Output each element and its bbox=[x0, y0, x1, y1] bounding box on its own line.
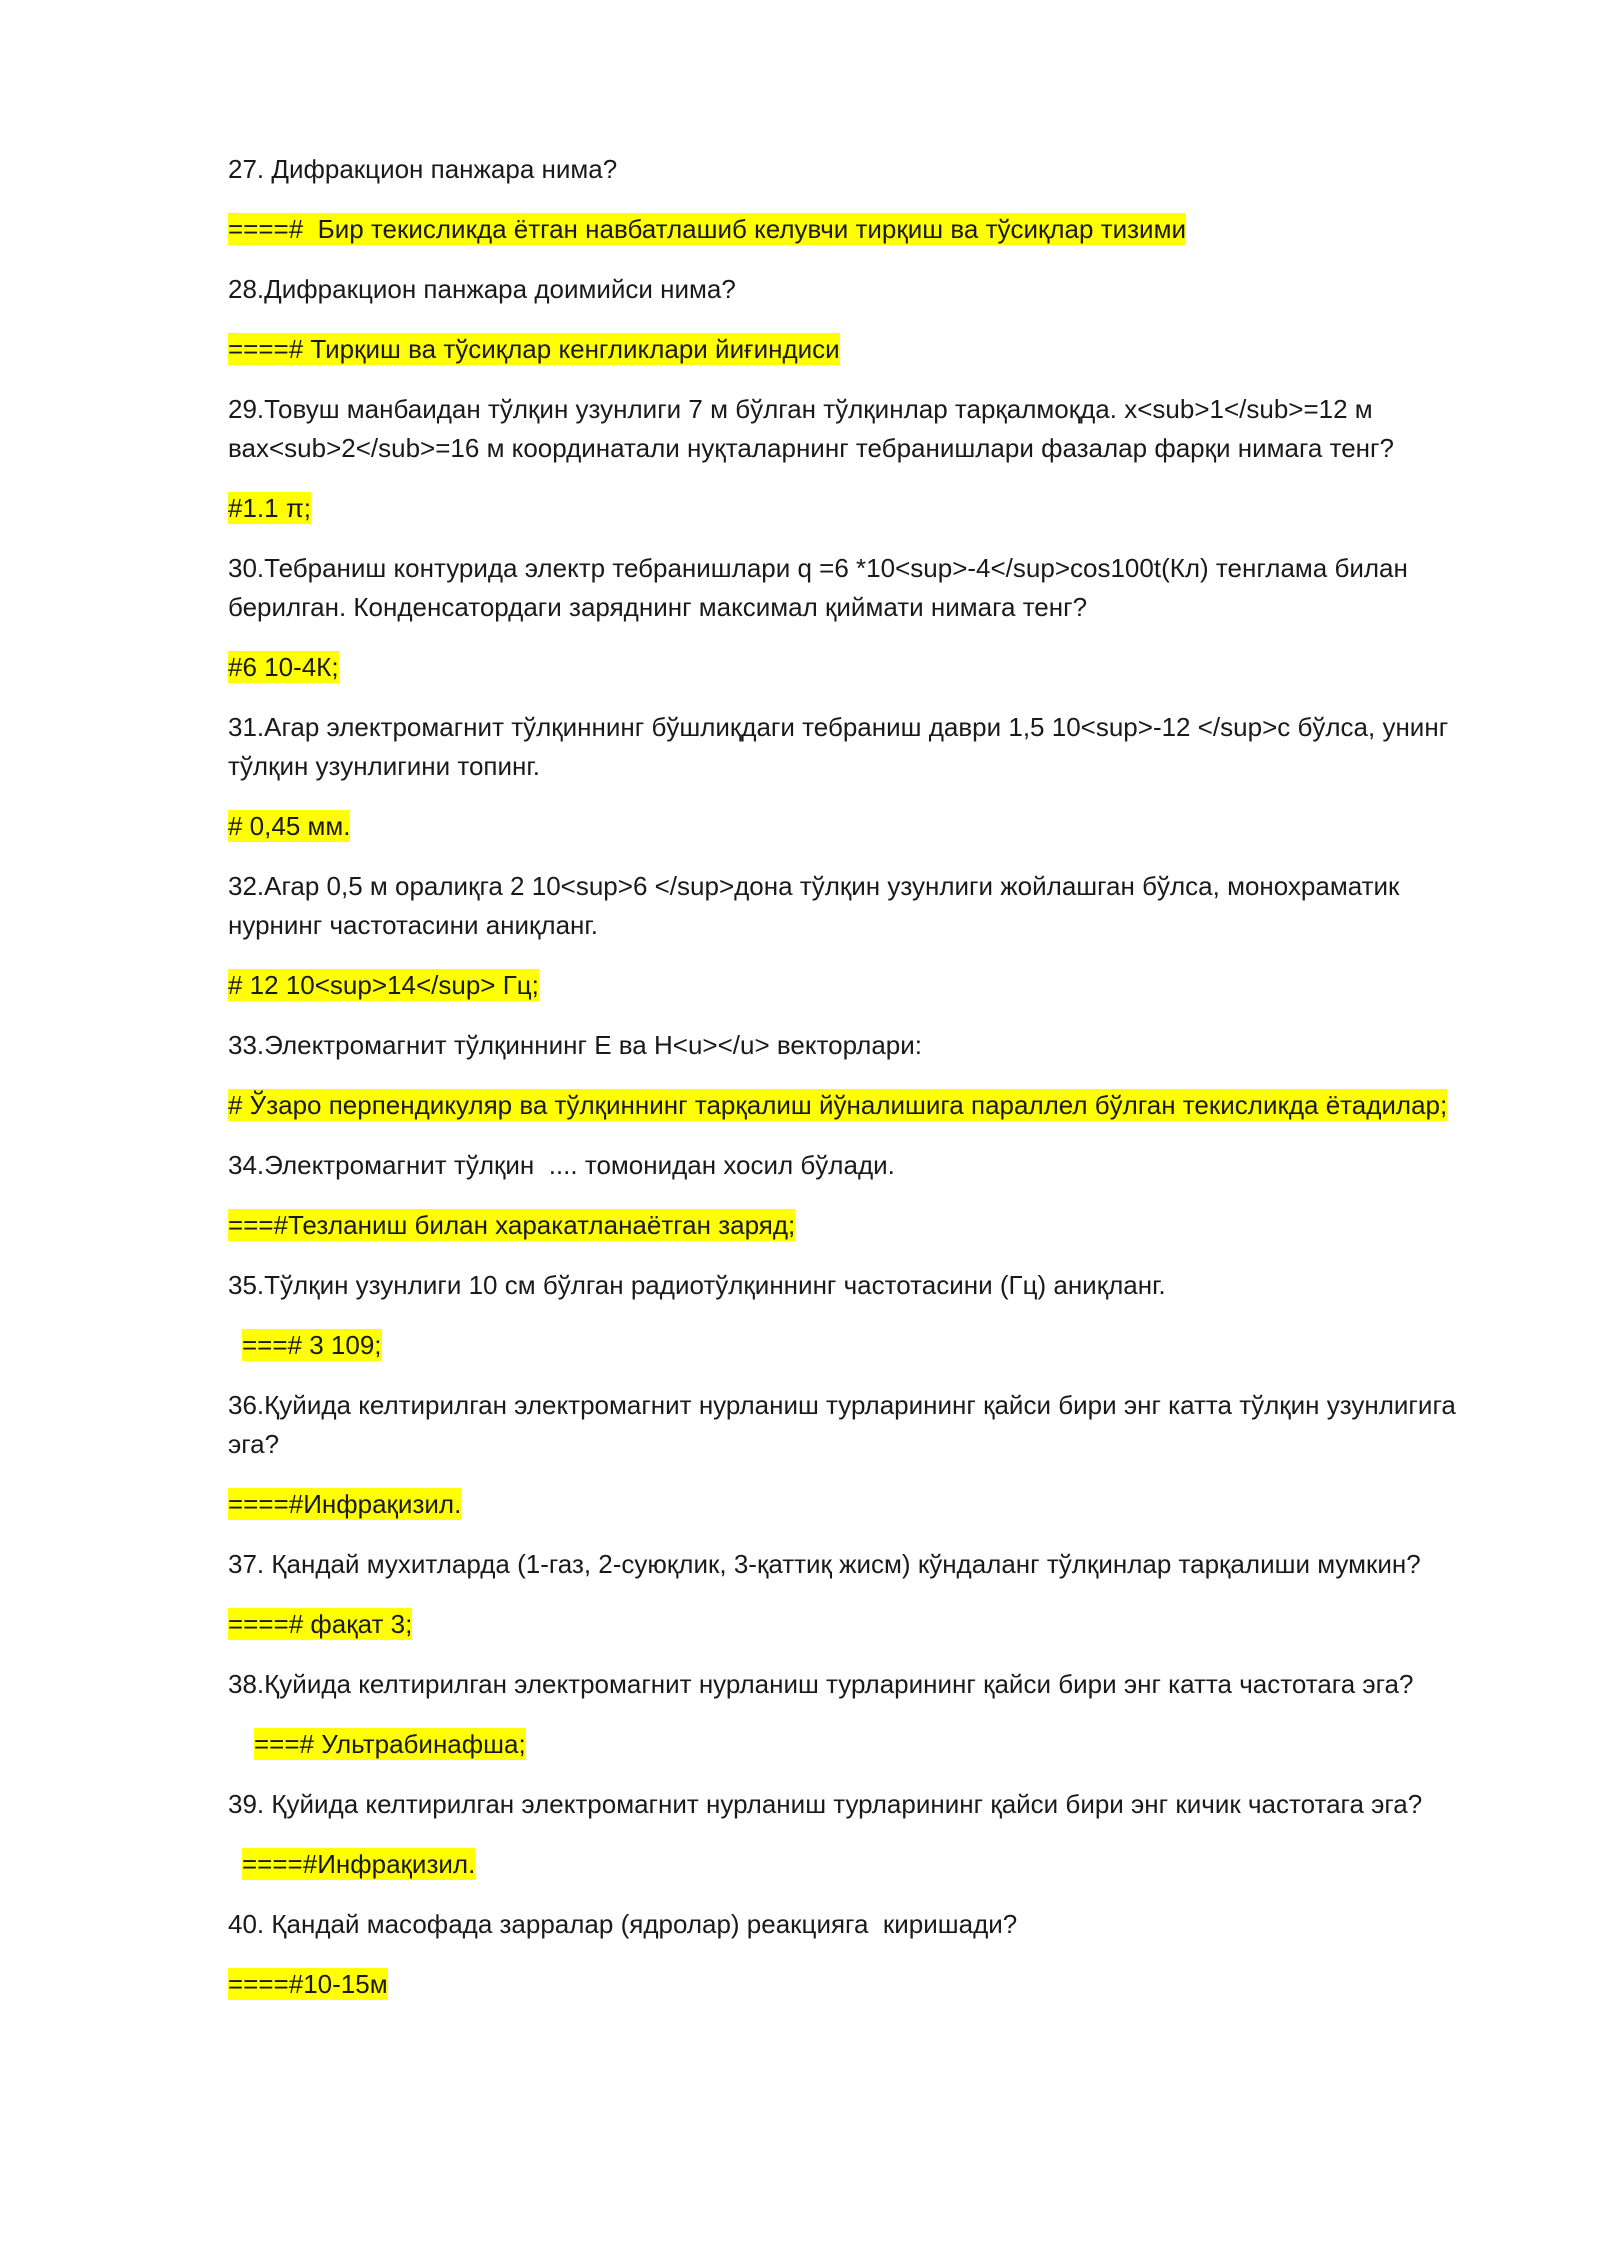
question-text: 38.Қуйида келтирилган электромагнит нурланиш турларининг қайси бири энг катта частотага эга? bbox=[228, 1669, 1414, 1699]
answer-line bbox=[228, 210, 1488, 249]
answer-line bbox=[228, 1086, 1488, 1125]
highlighted-answer: ===# Ультрабинафша; bbox=[254, 1729, 526, 1759]
highlighted-answer: # 12 10<sup>14</sup> Гц; bbox=[228, 970, 539, 1000]
question-text: 31.Агар электромагнит тўлқиннинг бўшлиқдаги тебраниш даври 1,5 10<sup>-12 </sup>с бўлса, унинг тўлқин узунлигини топинг. bbox=[228, 712, 1456, 781]
highlighted-answer: ====# фақат 3; bbox=[228, 1609, 413, 1639]
question-text: 33.Электромагнит тўлқиннинг E ва H<u></u> векторлари: bbox=[228, 1030, 922, 1060]
answer-line bbox=[228, 330, 1488, 369]
answer-line bbox=[228, 1485, 1488, 1524]
highlighted-answer: #1.1 π; bbox=[228, 493, 311, 523]
question-text: 30.Тебраниш контурида электр тебранишлари q =6 *10<sup>-4</sup>cos100t(Кл) тенглама билан берилган. Конденсатордаги заряднинг максимал қиймати нимага тенг? bbox=[228, 553, 1416, 622]
highlighted-answer: ====# Тирқиш ва тўсиқлар кенгликлари йиғиндиси bbox=[228, 334, 840, 364]
answer-line bbox=[228, 807, 1488, 846]
question-text: 36.Қуйида келтирилган электромагнит нурланиш турларининг қайси бири энг катта тўлқин узунлигига эга? bbox=[228, 1390, 1464, 1459]
question-text: 29.Товуш манбаидан тўлқин узунлиги 7 м бўлган тўлқинлар тарқалмоқда. x<sub>1</sub>=12 м вах<sub>2</sub>=16 м координатали нуқталарнинг тебранишлари фазалар фарқи нимага тенг? bbox=[228, 394, 1394, 463]
answer-line bbox=[228, 489, 1488, 528]
highlighted-answer: # Ўзаро перпендикуляр ва тўлқиннинг тарқалиш йўналишига параллел бўлган текисликда ётадилар; bbox=[228, 1090, 1448, 1120]
answer-line bbox=[228, 966, 1488, 1005]
highlighted-answer: #6 10-4К; bbox=[228, 652, 339, 682]
answer-line bbox=[228, 1206, 1488, 1245]
highlighted-answer: ====#Инфрақизил. bbox=[242, 1849, 476, 1879]
question-text: 35.Тўлқин узунлиги 10 см бўлган радиотўлқиннинг частотасини (Гц) аниқланг. bbox=[228, 1270, 1166, 1300]
answer-line bbox=[228, 1326, 1488, 1365]
answer-line bbox=[228, 648, 1488, 687]
highlighted-answer: ====#Инфрақизил. bbox=[228, 1489, 462, 1519]
question-list bbox=[228, 150, 1488, 2025]
question-text: 28.Дифракцион панжара доимийси нима? bbox=[228, 274, 736, 304]
question-text: 32.Агар 0,5 м оралиқга 2 10<sup>6 </sup>дона тўлқин узунлиги жойлашган бўлса, монохраматик нурнинг частотасини аниқланг. bbox=[228, 871, 1407, 940]
question-text: 40. Қандай масофада зарралар (ядролар) реакцияга киришади? bbox=[228, 1909, 1018, 1939]
highlighted-answer: ====#10-15м bbox=[228, 1969, 388, 1999]
question-text: 37. Қандай мухитларда (1-газ, 2-суюқлик, 3-қаттиқ жисм) кўндаланг тўлқинлар тарқалиши мумкин? bbox=[228, 1549, 1421, 1579]
question-text: 34.Электромагнит тўлқин .... томонидан хосил бўлади. bbox=[228, 1150, 895, 1180]
answer-line bbox=[228, 1605, 1488, 1644]
answer-line bbox=[228, 1965, 1488, 2004]
highlighted-answer: ===# 3 109; bbox=[242, 1330, 382, 1360]
highlighted-answer: # 0,45 мм. bbox=[228, 811, 351, 841]
answer-line bbox=[228, 1725, 1488, 1764]
highlighted-answer: ===#Тезланиш билан харакатланаётган заряд; bbox=[228, 1210, 796, 1240]
question-text: 39. Қуйида келтирилган электромагнит нурланиш турларининг қайси бири энг кичик частотага эга? bbox=[228, 1789, 1423, 1819]
answer-line bbox=[228, 1845, 1488, 1884]
question-text: 27. Дифракцион панжара нима? bbox=[228, 154, 618, 184]
highlighted-answer: ====# Бир текисликда ётган навбатлашиб келувчи тирқиш ва тўсиқлар тизими bbox=[228, 214, 1186, 244]
